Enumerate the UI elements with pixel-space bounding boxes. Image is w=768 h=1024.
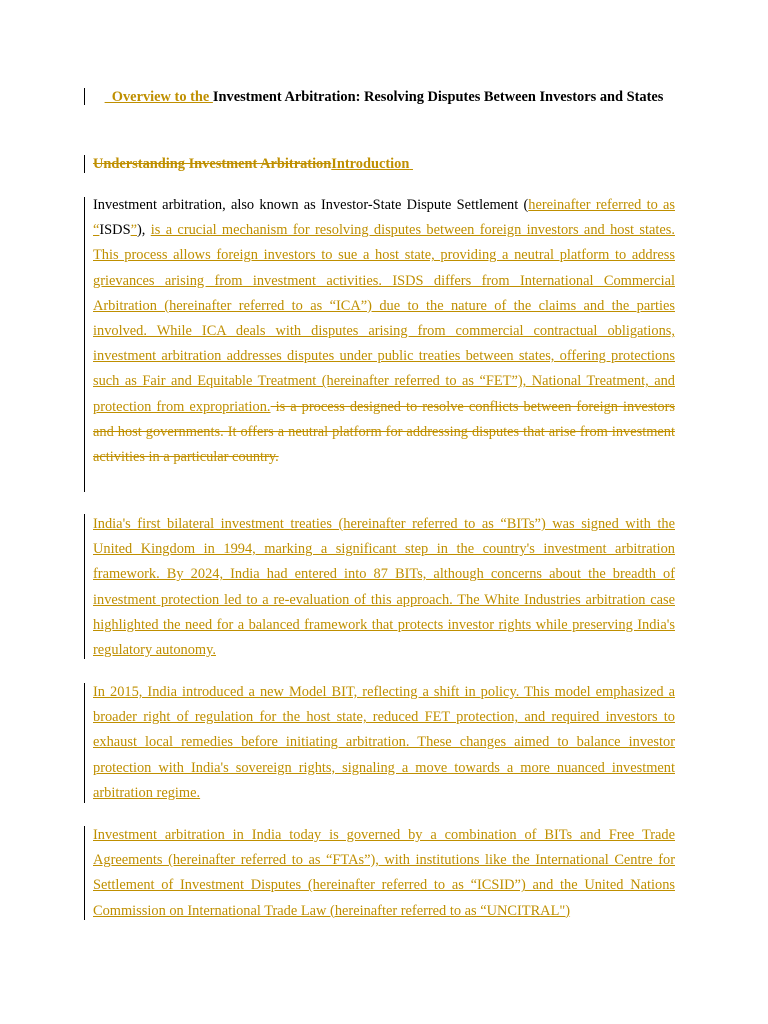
- p1-text-3: ),: [136, 222, 151, 239]
- paragraph-model-bit: [93, 680, 675, 806]
- heading-inserted-space: [409, 156, 413, 172]
- change-bar-paragraph-4: [84, 826, 85, 920]
- change-bar-title: [84, 88, 85, 105]
- title-text: Investment Arbitration: Resolving Disputes Between Investors and States: [212, 89, 664, 105]
- title-inserted-prefix: Overview to the: [104, 89, 213, 105]
- change-bar-heading: [84, 155, 85, 173]
- change-bar-paragraph-3: [84, 683, 85, 803]
- paragraph-current-framework: [93, 823, 675, 924]
- p1-deleted-1: is a process designed to resolve conflicts between foreign investors and host governments. It offers a neutral platform for addressing disputes that arise from investment activities in a particular country.: [93, 398, 675, 466]
- p2-inserted: India's first bilateral investment treaties (hereinafter referred to as “BITs”) was signed with the United Kingdom in 1994, marking a significant step in the country's investment arbitration framework. By 2024, India had entered into 87 BITs, although concerns about the breadth of investment protection led to a re-evaluation of this approach. The White Industries arbitration case highlighted the need for a balanced framework that protects investor rights while preserving India's regulatory autonomy.: [93, 516, 675, 659]
- p1-inserted-2: ”: [130, 222, 137, 239]
- document-title: [93, 85, 675, 110]
- p1-inserted-1: hereinafter referred to as “: [93, 197, 675, 239]
- section-heading: [93, 152, 675, 176]
- change-bar-paragraph-2: [84, 514, 85, 659]
- change-bar-paragraph-1: [84, 197, 85, 492]
- paragraph-bits-history: [93, 512, 675, 663]
- heading-text: Introduction: [331, 156, 410, 172]
- p1-inserted-3: is a crucial mechanism for resolving disputes between foreign investors and host states. This process allows foreign investors to sue a host state, providing a neutral platform to address grievances arising from investment activities. ISDS differs from International Commercial Arbitration (hereinafter referred to as “ICA”) due to the nature of the claims and the parties involved. While ICA deals with disputes arising from commercial contractual obligations, investment arbitration addresses disputes under public treaties between states, offering protections such as Fair and Equitable Treatment (hereinafter referred to as “FET”), National Treatment, and protection from expropriation.: [93, 222, 675, 415]
- heading-deleted-text: Understanding Investment Arbitration: [93, 156, 332, 172]
- paragraph-introduction: [93, 193, 675, 470]
- p4-inserted: Investment arbitration in India today is governed by a combination of BITs and Free Trade Agreements (hereinafter referred to as “FTAs”), with institutions like the International Centre for Settlement of Investment Disputes (hereinafter referred to as “ICSID”) and the United Nations Commission on International Trade Law (hereinafter referred to as “UNCITRAL"): [93, 827, 675, 919]
- p1-text-2: ISDS: [99, 222, 131, 239]
- p1-text-1: Investment arbitration, also known as Investor-State Dispute Settlement (: [93, 197, 529, 213]
- p3-inserted: In 2015, India introduced a new Model BIT, reflecting a shift in policy. This model emphasized a broader right of regulation for the host state, reduced FET protection, and required investors to exhaust local remedies before initiating arbitration. These changes aimed to balance investor protection with India's sovereign rights, signaling a move towards a more nuanced investment arbitration regime.: [93, 684, 675, 801]
